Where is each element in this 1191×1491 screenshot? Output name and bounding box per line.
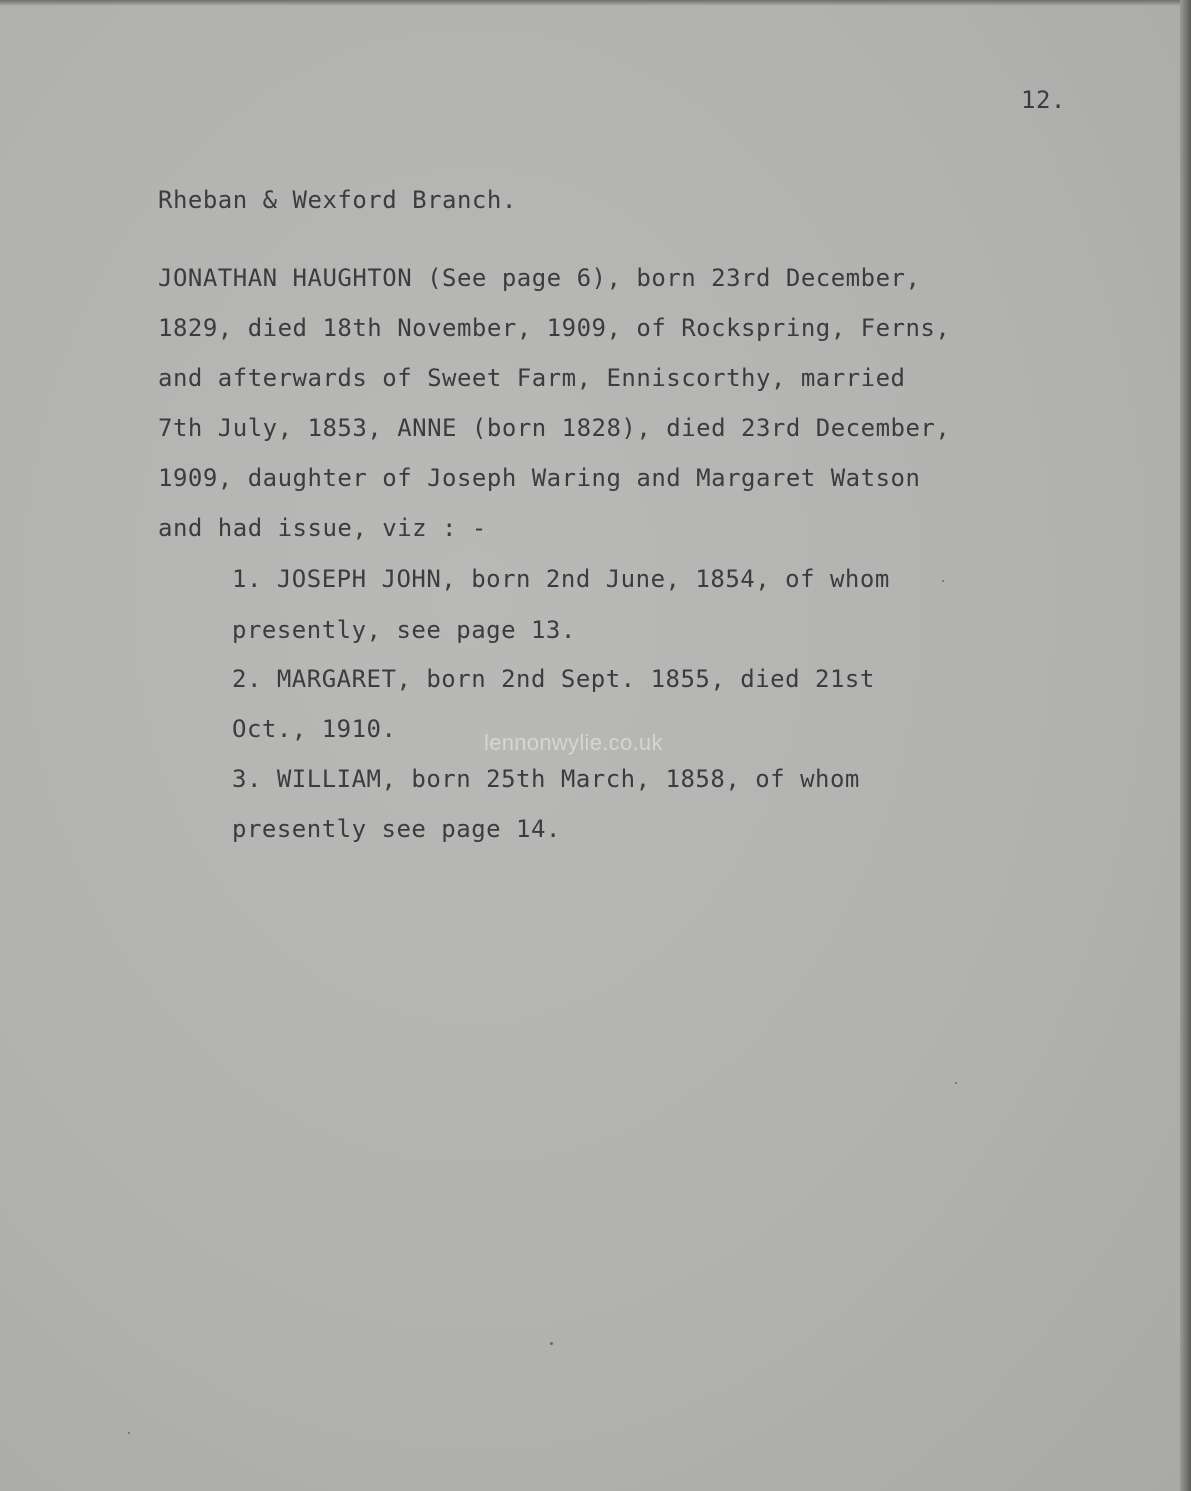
paragraph-line: JONATHAN HAUGHTON (See page 6), born 23rd December, bbox=[158, 264, 921, 292]
section-heading: Rheban & Wexford Branch. bbox=[158, 186, 517, 214]
paragraph-line: 7th July, 1853, ANNE (born 1828), died 23rd December, bbox=[158, 414, 951, 442]
paragraph-line: 1829, died 18th November, 1909, of Rockspring, Ferns, bbox=[158, 314, 951, 342]
issue-item-line: Oct., 1910. bbox=[232, 715, 397, 743]
watermark: lennonwylie.co.uk bbox=[484, 730, 663, 755]
page-edge bbox=[1180, 0, 1191, 1491]
paragraph-line: 1909, daughter of Joseph Waring and Margaret Watson bbox=[158, 464, 921, 492]
issue-item-line: presently see page 14. bbox=[232, 815, 561, 843]
paragraph-line: and had issue, viz : - bbox=[158, 514, 487, 542]
page-top-shadow bbox=[0, 0, 1180, 6]
issue-item-line: 3. WILLIAM, born 25th March, 1858, of whom bbox=[232, 765, 860, 793]
issue-item-line: 2. MARGARET, born 2nd Sept. 1855, died 21st bbox=[232, 665, 875, 693]
paper-speck bbox=[955, 1082, 957, 1084]
paper-speck bbox=[942, 580, 944, 582]
page-number: 12. bbox=[1021, 86, 1066, 114]
paper-speck bbox=[128, 1432, 130, 1434]
paper-speck bbox=[550, 1342, 553, 1345]
issue-item-line: 1. JOSEPH JOHN, born 2nd June, 1854, of whom bbox=[232, 565, 890, 593]
issue-item-line: presently, see page 13. bbox=[232, 616, 576, 644]
paragraph-line: and afterwards of Sweet Farm, Enniscorthy, married bbox=[158, 364, 906, 392]
